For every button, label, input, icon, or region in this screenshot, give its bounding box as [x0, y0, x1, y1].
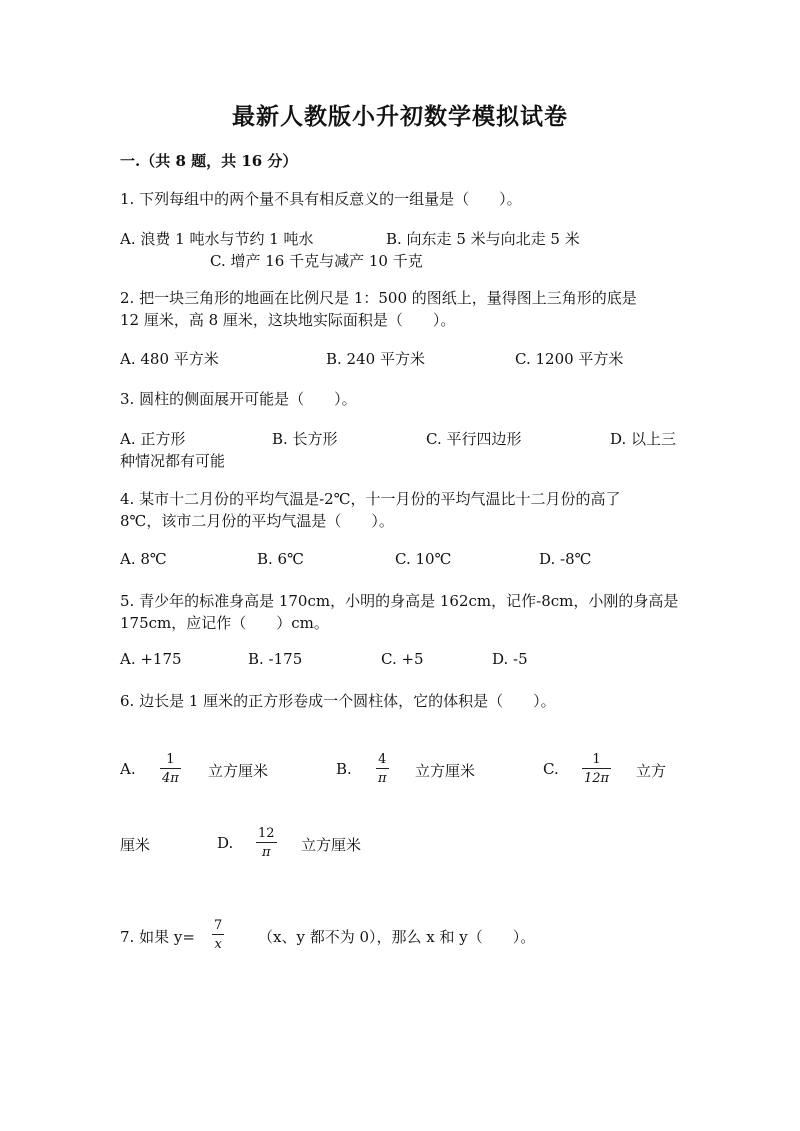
question-3-option-d: D. 以上三	[610, 430, 677, 448]
question-2-line-2: 12 厘米，高 8 厘米，这块地实际面积是（ ）。	[120, 311, 456, 329]
question-1-option-a: A. 浪费 1 吨水与节约 1 吨水	[120, 230, 314, 248]
fraction-numerator: 12	[258, 826, 275, 841]
fraction-numerator: 4	[378, 752, 387, 767]
question-2-option-b: B. 240 平方米	[326, 350, 425, 368]
question-5-line-2: 175cm，应记作（ ）cm。	[120, 614, 329, 632]
fraction-denominator: x	[214, 937, 222, 952]
question-1-option-b: B. 向东走 5 米与向北走 5 米	[386, 230, 580, 248]
question-2-option-c: C. 1200 平方米	[515, 350, 624, 368]
question-4-option-b: B. 6℃	[257, 550, 304, 568]
question-6-option-c-label: C.	[543, 760, 559, 778]
question-6-option-c-unit: 立方	[636, 762, 667, 780]
question-7-prefix: 7. 如果 y=	[120, 928, 195, 946]
question-3-option-d-continued: 种情况都有可能	[120, 452, 226, 470]
question-6-option-c-fraction	[582, 752, 611, 786]
question-6-option-b-unit: 立方厘米	[415, 762, 476, 780]
question-6-option-b-label: B.	[336, 760, 352, 778]
question-3-option-b: B. 长方形	[272, 430, 338, 448]
question-3-option-a: A. 正方形	[120, 430, 186, 448]
question-4-option-d: D. -8℃	[539, 550, 592, 568]
page-title: 最新人教版小升初数学模拟试卷	[232, 103, 568, 130]
question-6-option-d-label: D.	[217, 834, 234, 852]
question-6-option-a-unit: 立方厘米	[208, 762, 269, 780]
question-4-option-c: C. 10℃	[395, 550, 452, 568]
fraction-denominator: π	[262, 845, 271, 860]
fraction-denominator: 12π	[584, 771, 610, 786]
question-3-stem: 3. 圆柱的侧面展开可能是（ ）。	[120, 390, 357, 408]
question-5-line-1: 5. 青少年的标准身高是 170cm，小明的身高是 162cm，记作-8cm，小刚的身高是	[120, 592, 679, 610]
question-6-option-d-fraction	[256, 826, 277, 860]
fraction-numerator: 1	[166, 752, 175, 767]
fraction-bar	[212, 934, 224, 935]
question-1-stem: 1. 下列每组中的两个量不具有相反意义的一组量是（ ）。	[120, 190, 522, 208]
question-1-option-c: C. 增产 16 千克与减产 10 千克	[210, 252, 423, 270]
question-6-option-d-unit: 立方厘米	[301, 836, 362, 854]
question-7-suffix: （x、y 都不为 0），那么 x 和 y（ ）。	[258, 928, 536, 946]
question-2-line-1: 2. 把一块三角形的地画在比例尺是 1：500 的图纸上，量得图上三角形的底是	[120, 289, 637, 307]
question-3-option-c: C. 平行四边形	[426, 430, 522, 448]
fraction-denominator: 4π	[162, 771, 179, 786]
question-7-fraction	[212, 918, 224, 952]
question-6-option-a-label: A.	[120, 760, 136, 778]
fraction-numerator: 1	[592, 752, 601, 767]
fraction-numerator: 7	[214, 918, 223, 933]
fraction-bar	[582, 768, 611, 769]
fraction-bar	[256, 842, 277, 843]
fraction-denominator: π	[378, 771, 387, 786]
question-6-option-b-fraction	[376, 752, 389, 786]
question-5-option-c: C. +5	[381, 650, 424, 668]
question-6-stem: 6. 边长是 1 厘米的正方形卷成一个圆柱体，它的体积是（ ）。	[120, 692, 556, 710]
question-6-option-c-unit-continued: 厘米	[120, 836, 151, 854]
question-5-option-d: D. -5	[492, 650, 528, 668]
question-5-option-a: A. +175	[120, 650, 182, 668]
question-2-option-a: A. 480 平方米	[120, 350, 219, 368]
question-6-option-a-fraction	[160, 752, 181, 786]
fraction-bar	[160, 768, 181, 769]
question-4-line-2: 8℃，该市二月份的平均气温是（ ）。	[120, 512, 394, 530]
question-5-option-b: B. -175	[248, 650, 303, 668]
fraction-bar	[376, 768, 389, 769]
question-4-line-1: 4. 某市十二月份的平均气温是-2℃，十一月份的平均气温比十二月份的高了	[120, 490, 621, 508]
section-heading: 一.（共 8 题，共 16 分）	[120, 152, 298, 170]
question-4-option-a: A. 8℃	[120, 550, 167, 568]
